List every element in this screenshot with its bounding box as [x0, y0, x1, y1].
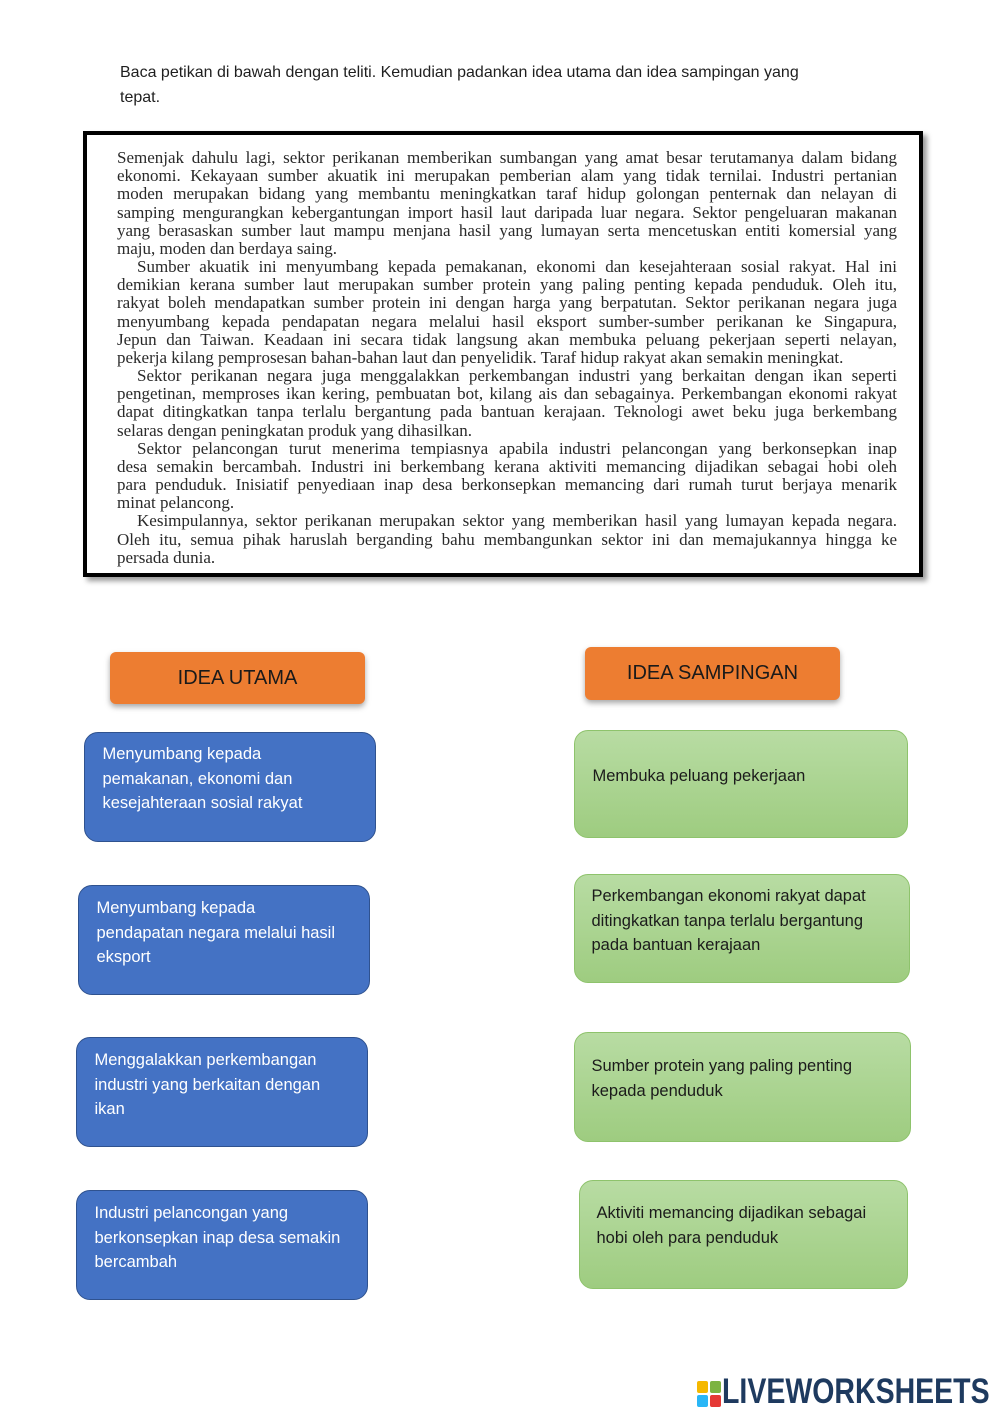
- main-idea-box-1[interactable]: [84, 732, 376, 842]
- instruction-line: tepat.: [120, 89, 161, 106]
- supporting-idea-header-label: IDEA SAMPINGAN: [626, 662, 799, 684]
- main-idea-text: eksport: [96, 948, 151, 966]
- supporting-idea-text: kepada penduduk: [591, 1081, 723, 1100]
- main-idea-text: Menyumbang kepada: [102, 745, 262, 763]
- passage-line: Oleh itu, semua pihak haruslah berganding bahu membangunkan sektor ini dan memajukannya hingga ke: [117, 529, 897, 549]
- passage-line: persada dunia.: [117, 547, 216, 567]
- main-idea-text: kesejahteraan sosial rakyat: [102, 794, 303, 812]
- main-idea-text: pemakanan, ekonomi dan: [102, 769, 293, 788]
- main-idea-text: ikan: [94, 1100, 125, 1118]
- main-idea-text: Menggalakkan perkembangan: [94, 1051, 317, 1069]
- instruction-text: [120, 60, 799, 110]
- passage-line: Semenjak dahulu lagi, sektor perikanan memberikan sumbangan yang amat besar terutamanya dalam bidang: [117, 148, 897, 167]
- passage-line: Sumber akuatik ini menyumbang kepada pemakanan, ekonomi dan kesejahteraan sosial rakyat. Hal ini: [137, 257, 897, 277]
- passage-text: [117, 149, 897, 567]
- passage-line: para penduduk. Inisiatif penyediaan inap desa berkonsepkan memancing dari rumah turut berjaya menarik: [117, 475, 897, 495]
- main-idea-box-3[interactable]: [76, 1037, 368, 1147]
- supporting-idea-text: Membuka peluang pekerjaan: [592, 767, 806, 785]
- main-idea-header: [110, 652, 365, 704]
- passage-line: desa semakin bercambah. Industri ini berkembang kerana aktiviti memancing dijadikan sebagai hobi oleh: [117, 456, 897, 476]
- main-idea-text: Menyumbang kepada: [96, 899, 256, 917]
- supporting-idea-text: Perkembangan ekonomi rakyat dapat: [591, 887, 866, 905]
- passage-line: pekerja kilang pemprosesan bahan-bahan laut dan penyelidik. Taraf hidup rakyat akan semakin meningkat.: [117, 347, 844, 367]
- passage-line: demikian kerana sumber laut merupakan sumber protein yang paling penting kepada penduduk. Oleh itu,: [117, 275, 897, 295]
- supporting-idea-text: pada bantuan kerajaan: [591, 936, 761, 954]
- main-idea-header-label: IDEA UTAMA: [177, 666, 298, 689]
- main-idea-text: berkonsepkan inap desa semakin: [94, 1228, 341, 1247]
- liveworksheets-logo-icon[interactable]: [697, 1381, 721, 1407]
- passage-line: Sektor perikanan negara juga menggalakkan perkembangan industri yang berkaitan dengan ikan seperti: [137, 366, 897, 386]
- main-idea-text: industri yang berkaitan dengan: [94, 1075, 321, 1094]
- supporting-idea-text: ditingkatkan tanpa terlalu bergantung: [591, 911, 864, 930]
- passage-line: Sektor pelancongan turut menerima tempiasnya apabila industri pelancongan yang berkonsepkan inap: [137, 438, 897, 458]
- main-idea-box-4[interactable]: [76, 1190, 368, 1300]
- liveworksheets-logo[interactable]: LIVEWORKSHEETS: [722, 1371, 990, 1412]
- supporting-idea-box-4[interactable]: [579, 1180, 908, 1289]
- supporting-idea-box-1[interactable]: [574, 730, 908, 838]
- main-idea-box-2[interactable]: [78, 885, 370, 995]
- passage-line: yang berasaskan sumber laut mampu menjana hasil yang lumayan serta mencetuskan entiti komersial yang: [117, 220, 897, 240]
- supporting-idea-box-3[interactable]: [574, 1032, 911, 1142]
- passage-line: samping mengurangkan kebergantungan import hasil laut daripada luar negara. Sektor pengeluaran makanan: [117, 202, 897, 222]
- main-idea-text: pendapatan negara melalui hasil: [96, 923, 336, 942]
- passage-line: menyumbang kepada pendapatan negara melalui hasil eksport sumber-sumber perikanan ke Singapura,: [117, 311, 897, 331]
- instruction-line: Baca petikan di bawah dengan teliti. Kemudian padankan idea utama dan idea sampingan yang: [120, 64, 799, 81]
- passage-line: Jepun dan Taiwan. Keadaan ini secara tidak langsung akan membuka peluang pekerjaan seperti nelayan,: [117, 329, 897, 349]
- supporting-idea-header: [585, 647, 840, 700]
- passage-line: minat pelancong.: [117, 493, 235, 513]
- passage-line: moden merupakan bidang yang membantu meningkatkan taraf hidup golongan penternak dan nelayan di: [117, 184, 897, 204]
- supporting-idea-text: Aktiviti memancing dijadikan sebagai: [596, 1204, 867, 1222]
- supporting-idea-text: hobi oleh para penduduk: [596, 1228, 779, 1247]
- passage-line: Kesimpulannya, sektor perikanan merupakan sektor yang memberikan hasil yang lumayan kepada negara.: [137, 511, 897, 531]
- supporting-idea-box-2[interactable]: [574, 874, 910, 983]
- passage-line: pengetinan, memproses ikan kering, pembuatan bot, kilang ais dan sebagainya. Perkembangan ekonomi rakyat: [117, 384, 897, 404]
- passage-line: dapat ditingkatkan tanpa terlalu bergantung pada bantuan kerajaan. Teknologi awet beku juga berkembang: [117, 402, 897, 422]
- main-idea-text: Industri pelancongan yang: [94, 1204, 289, 1222]
- main-idea-text: bercambah: [94, 1253, 178, 1271]
- supporting-idea-text: Sumber protein yang paling penting: [591, 1057, 853, 1075]
- passage-line: rakyat boleh mendapatkan sumber protein ini dengan harga yang berpatutan. Sektor perikanan negara juga: [117, 293, 897, 313]
- passage-line: selaras dengan peningkatan produk yang dihasilkan.: [117, 420, 473, 440]
- passage-line: ekonomi. Kekayaan sumber akuatik ini merupakan pemberian alam yang tidak ternilai. Industri pertanian: [117, 166, 897, 186]
- passage-line: maju, moden dan berdaya saing.: [117, 238, 337, 258]
